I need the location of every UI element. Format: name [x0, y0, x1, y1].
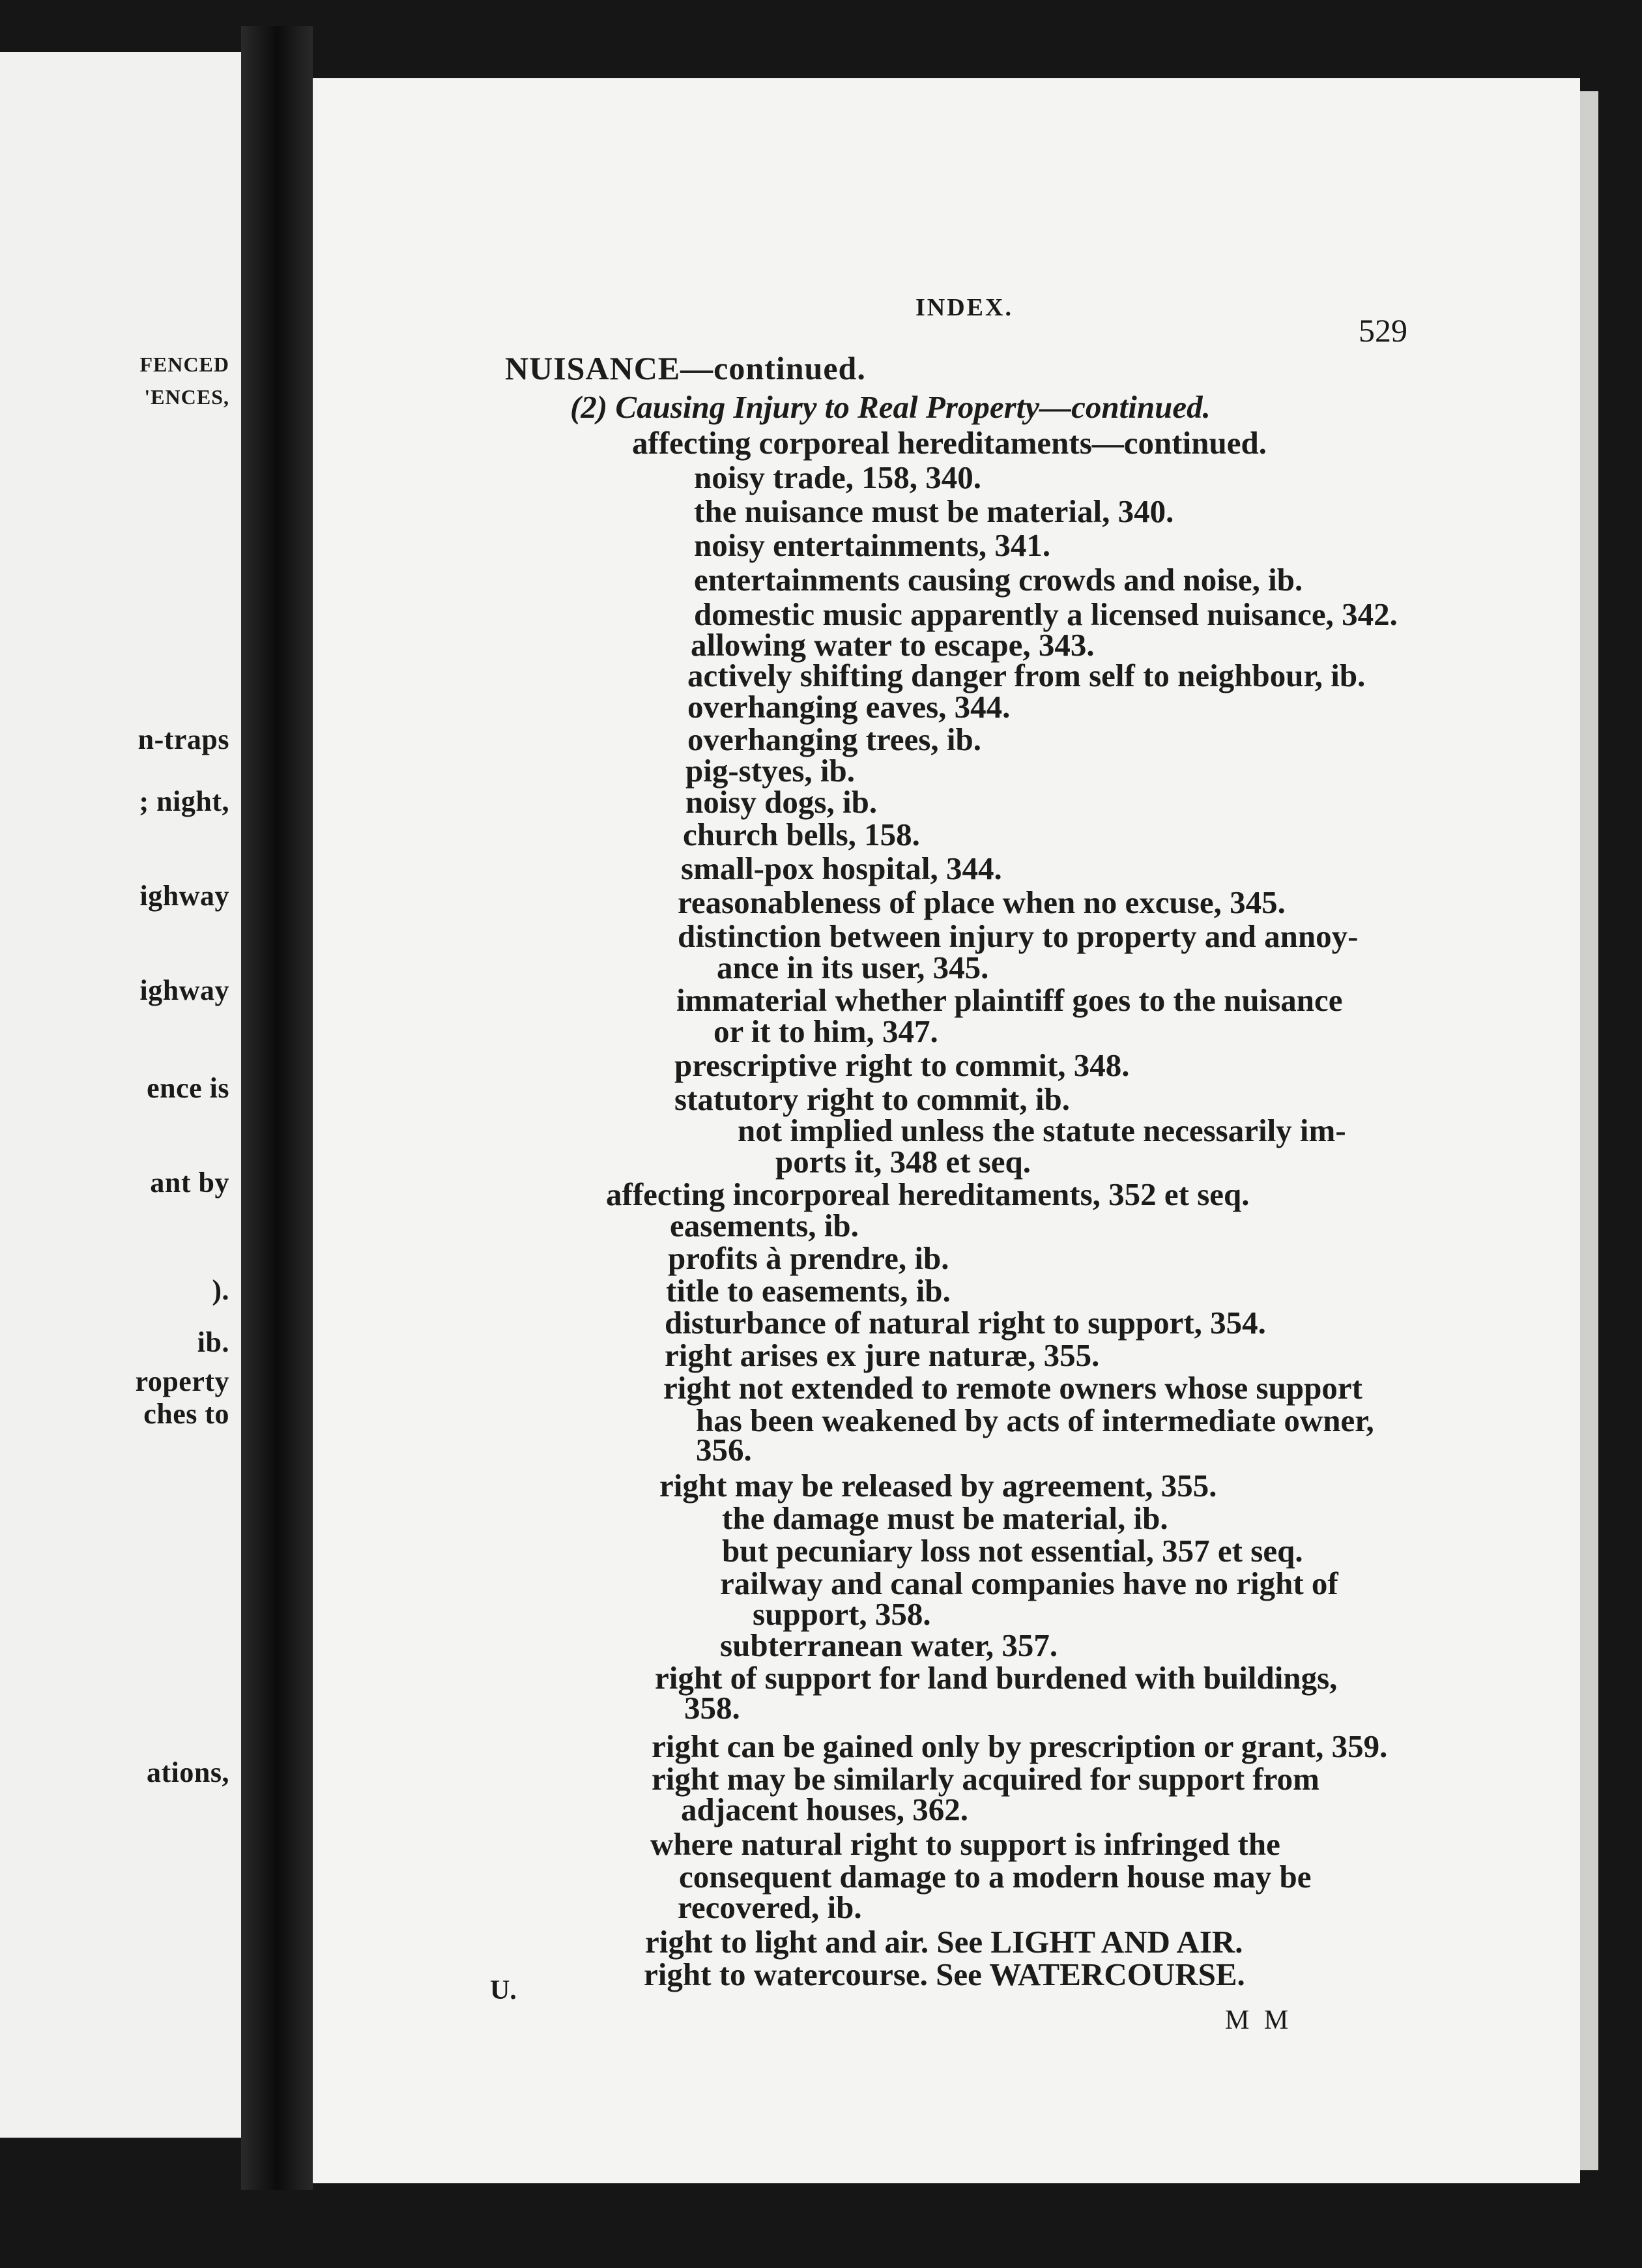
left-fragment: ence is [147, 1072, 229, 1104]
index-entry: right arises ex jure naturæ, 355. [665, 1337, 1100, 1373]
index-heading: NUISANCE—continued. [505, 350, 866, 386]
index-entry: right to light and air. See LIGHT AND AIR. [645, 1924, 1243, 1960]
index-entry: right can be gained only by prescription or grant, 359. [652, 1728, 1388, 1764]
index-entry: not implied unless the statute necessarily im- [738, 1112, 1346, 1148]
left-fragment: 'ENCES, [144, 385, 229, 409]
index-entry: small-pox hospital, 344. [681, 850, 1002, 886]
index-entry: noisy trade, 158, 340. [694, 459, 981, 495]
index-entry: actively shifting danger from self to neighbour, ib. [687, 658, 1366, 693]
index-entry: easements, ib. [670, 1208, 859, 1243]
index-entry: noisy dogs, ib. [685, 784, 878, 820]
index-entry: noisy entertainments, 341. [694, 527, 1051, 563]
left-fragment: ighway [139, 974, 229, 1006]
index-entry: statutory right to commit, ib. [674, 1081, 1070, 1117]
left-fragment: ches to [143, 1398, 229, 1430]
index-entry: subterranean water, 357. [720, 1627, 1058, 1663]
index-entry: recovered, ib. [678, 1889, 862, 1925]
index-entry: entertainments causing crowds and noise, ib. [694, 562, 1303, 598]
index-entry: right to watercourse. See WATERCOURSE. [644, 1956, 1245, 1992]
index-entry: the nuisance must be material, 340. [694, 493, 1174, 529]
index-entry: right not extended to remote owners whose support [663, 1370, 1362, 1406]
left-fragment: n-traps [137, 723, 229, 755]
index-entry: reasonableness of place when no excuse, 345. [678, 884, 1286, 920]
index-entry: pig-styes, ib. [685, 753, 856, 789]
index-entry: immaterial whether plaintiff goes to the nuisance [676, 982, 1343, 1018]
index-entry: where natural right to support is infringed the [650, 1826, 1280, 1862]
index-entry: right may be similarly acquired for support from [652, 1761, 1319, 1797]
index-entry: ports it, 348 et seq. [775, 1144, 1031, 1180]
footer-left-mark: U. [490, 1975, 517, 2005]
left-fragment: ; night, [139, 785, 229, 817]
index-entry: distinction between injury to property and annoy- [678, 918, 1359, 954]
index-entry: church bells, 158. [683, 817, 920, 852]
left-fragment: roperty [135, 1365, 229, 1397]
left-page [0, 52, 241, 2138]
index-entry: title to easements, ib. [666, 1273, 951, 1309]
book-spine-gutter [241, 26, 313, 2190]
index-entry: 356. [696, 1432, 752, 1468]
index-entry: affecting corporeal hereditaments—continued. [632, 425, 1267, 461]
left-fragment: FENCED [139, 353, 229, 376]
index-entry: railway and canal companies have no right of [720, 1565, 1338, 1601]
signature-mark: M M [1225, 2005, 1293, 2035]
left-fragment: ). [212, 1274, 229, 1306]
index-entry: ance in its user, 345. [717, 950, 989, 985]
index-entry: affecting incorporeal hereditaments, 352 et seq. [606, 1176, 1250, 1212]
index-entry: overhanging trees, ib. [687, 721, 981, 757]
left-fragment: ighway [139, 880, 229, 912]
index-entry: disturbance of natural right to support, 354. [665, 1305, 1266, 1341]
page-edge [1580, 91, 1598, 2170]
index-entry: but pecuniary loss not essential, 357 et seq. [722, 1533, 1303, 1569]
left-fragment: ib. [197, 1326, 229, 1358]
index-entry: adjacent houses, 362. [681, 1792, 969, 1827]
index-entry: consequent damage to a modern house may be [679, 1859, 1312, 1895]
index-entry: support, 358. [753, 1596, 931, 1632]
left-fragment: ations, [147, 1756, 229, 1788]
index-entry: domestic music apparently a licensed nuisance, 342. [694, 596, 1398, 632]
running-header: INDEX. [915, 294, 1013, 321]
index-subheading: (2) Causing Injury to Real Property—continued. [570, 389, 1211, 425]
left-fragment: ant by [150, 1167, 229, 1199]
index-entry: the damage must be material, ib. [722, 1500, 1168, 1536]
index-entry: overhanging eaves, 344. [687, 689, 1011, 725]
index-entry: prescriptive right to commit, 348. [674, 1047, 1130, 1083]
index-entry: right may be released by agreement, 355. [659, 1468, 1217, 1504]
index-entry: profits à prendre, ib. [668, 1240, 949, 1276]
index-entry: allowing water to escape, 343. [691, 627, 1095, 663]
index-entry: or it to him, 347. [713, 1013, 938, 1049]
index-entry: has been weakened by acts of intermediate owner, [696, 1403, 1374, 1438]
index-entry: right of support for land burdened with buildings, [655, 1660, 1338, 1696]
index-entry: 358. [684, 1690, 740, 1726]
page-number: 529 [1359, 312, 1407, 349]
